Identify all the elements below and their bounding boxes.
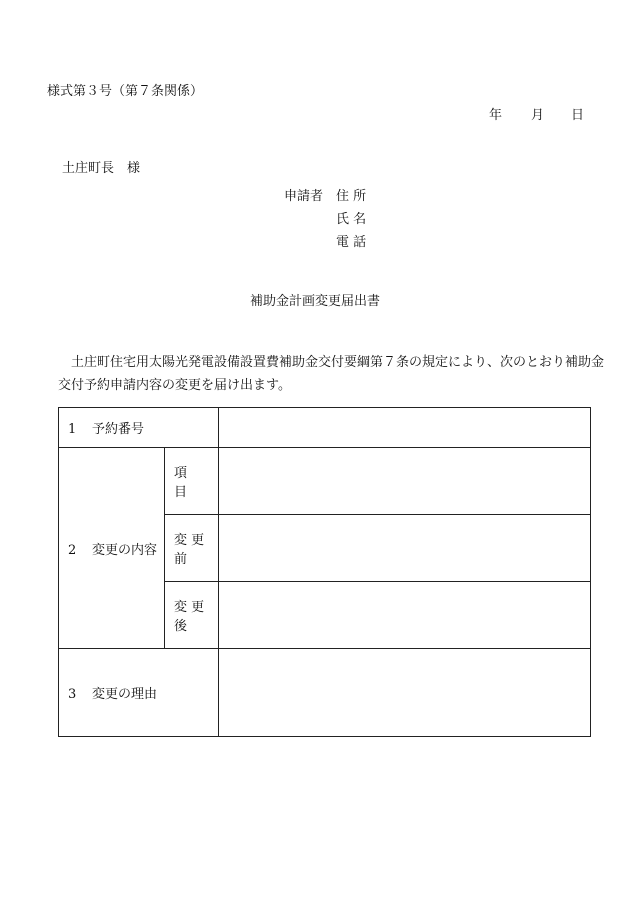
table-row-reservation-number [59, 408, 591, 448]
addressee: 土庄町長 様 [62, 161, 141, 176]
applicant-name-label: 氏 名 [336, 212, 367, 227]
change-content-label: 2 変更の内容 [59, 448, 165, 649]
applicant-address-label: 住 所 [336, 189, 367, 204]
change-form-table [58, 407, 591, 737]
change-reason-label: 3 変更の理由 [59, 649, 219, 737]
change-before-label: 変 更 前 [165, 515, 219, 582]
reservation-number-label: 1 予約番号 [59, 408, 219, 448]
change-after-label: 変 更 後 [165, 582, 219, 649]
date-year: 年 [489, 108, 503, 123]
applicant-block [284, 185, 366, 254]
change-reason-field[interactable] [219, 649, 591, 737]
date-line [0, 104, 630, 122]
date-month: 月 [531, 108, 545, 123]
change-item-field[interactable] [219, 448, 591, 515]
table-row-change-item [59, 448, 591, 515]
form-number: 様式第３号（第７条関係） [47, 84, 204, 99]
date-day: 日 [571, 108, 585, 123]
table-row-change-reason [59, 649, 591, 737]
applicant-label: 申請者 [284, 189, 324, 204]
reservation-number-field[interactable] [219, 408, 591, 448]
change-item-label: 項 目 [165, 448, 219, 515]
change-before-field[interactable] [219, 515, 591, 582]
change-after-field[interactable] [219, 582, 591, 649]
document-title: 補助金計画変更届出書 [249, 294, 380, 309]
body-paragraph: 土庄町住宅用太陽光発電設備設置費補助金交付要綱第７条の規定により、次のとおり補助金交付予約申請内容の変更を届け出ます。 [58, 355, 605, 393]
applicant-phone-label: 電 話 [336, 235, 367, 250]
